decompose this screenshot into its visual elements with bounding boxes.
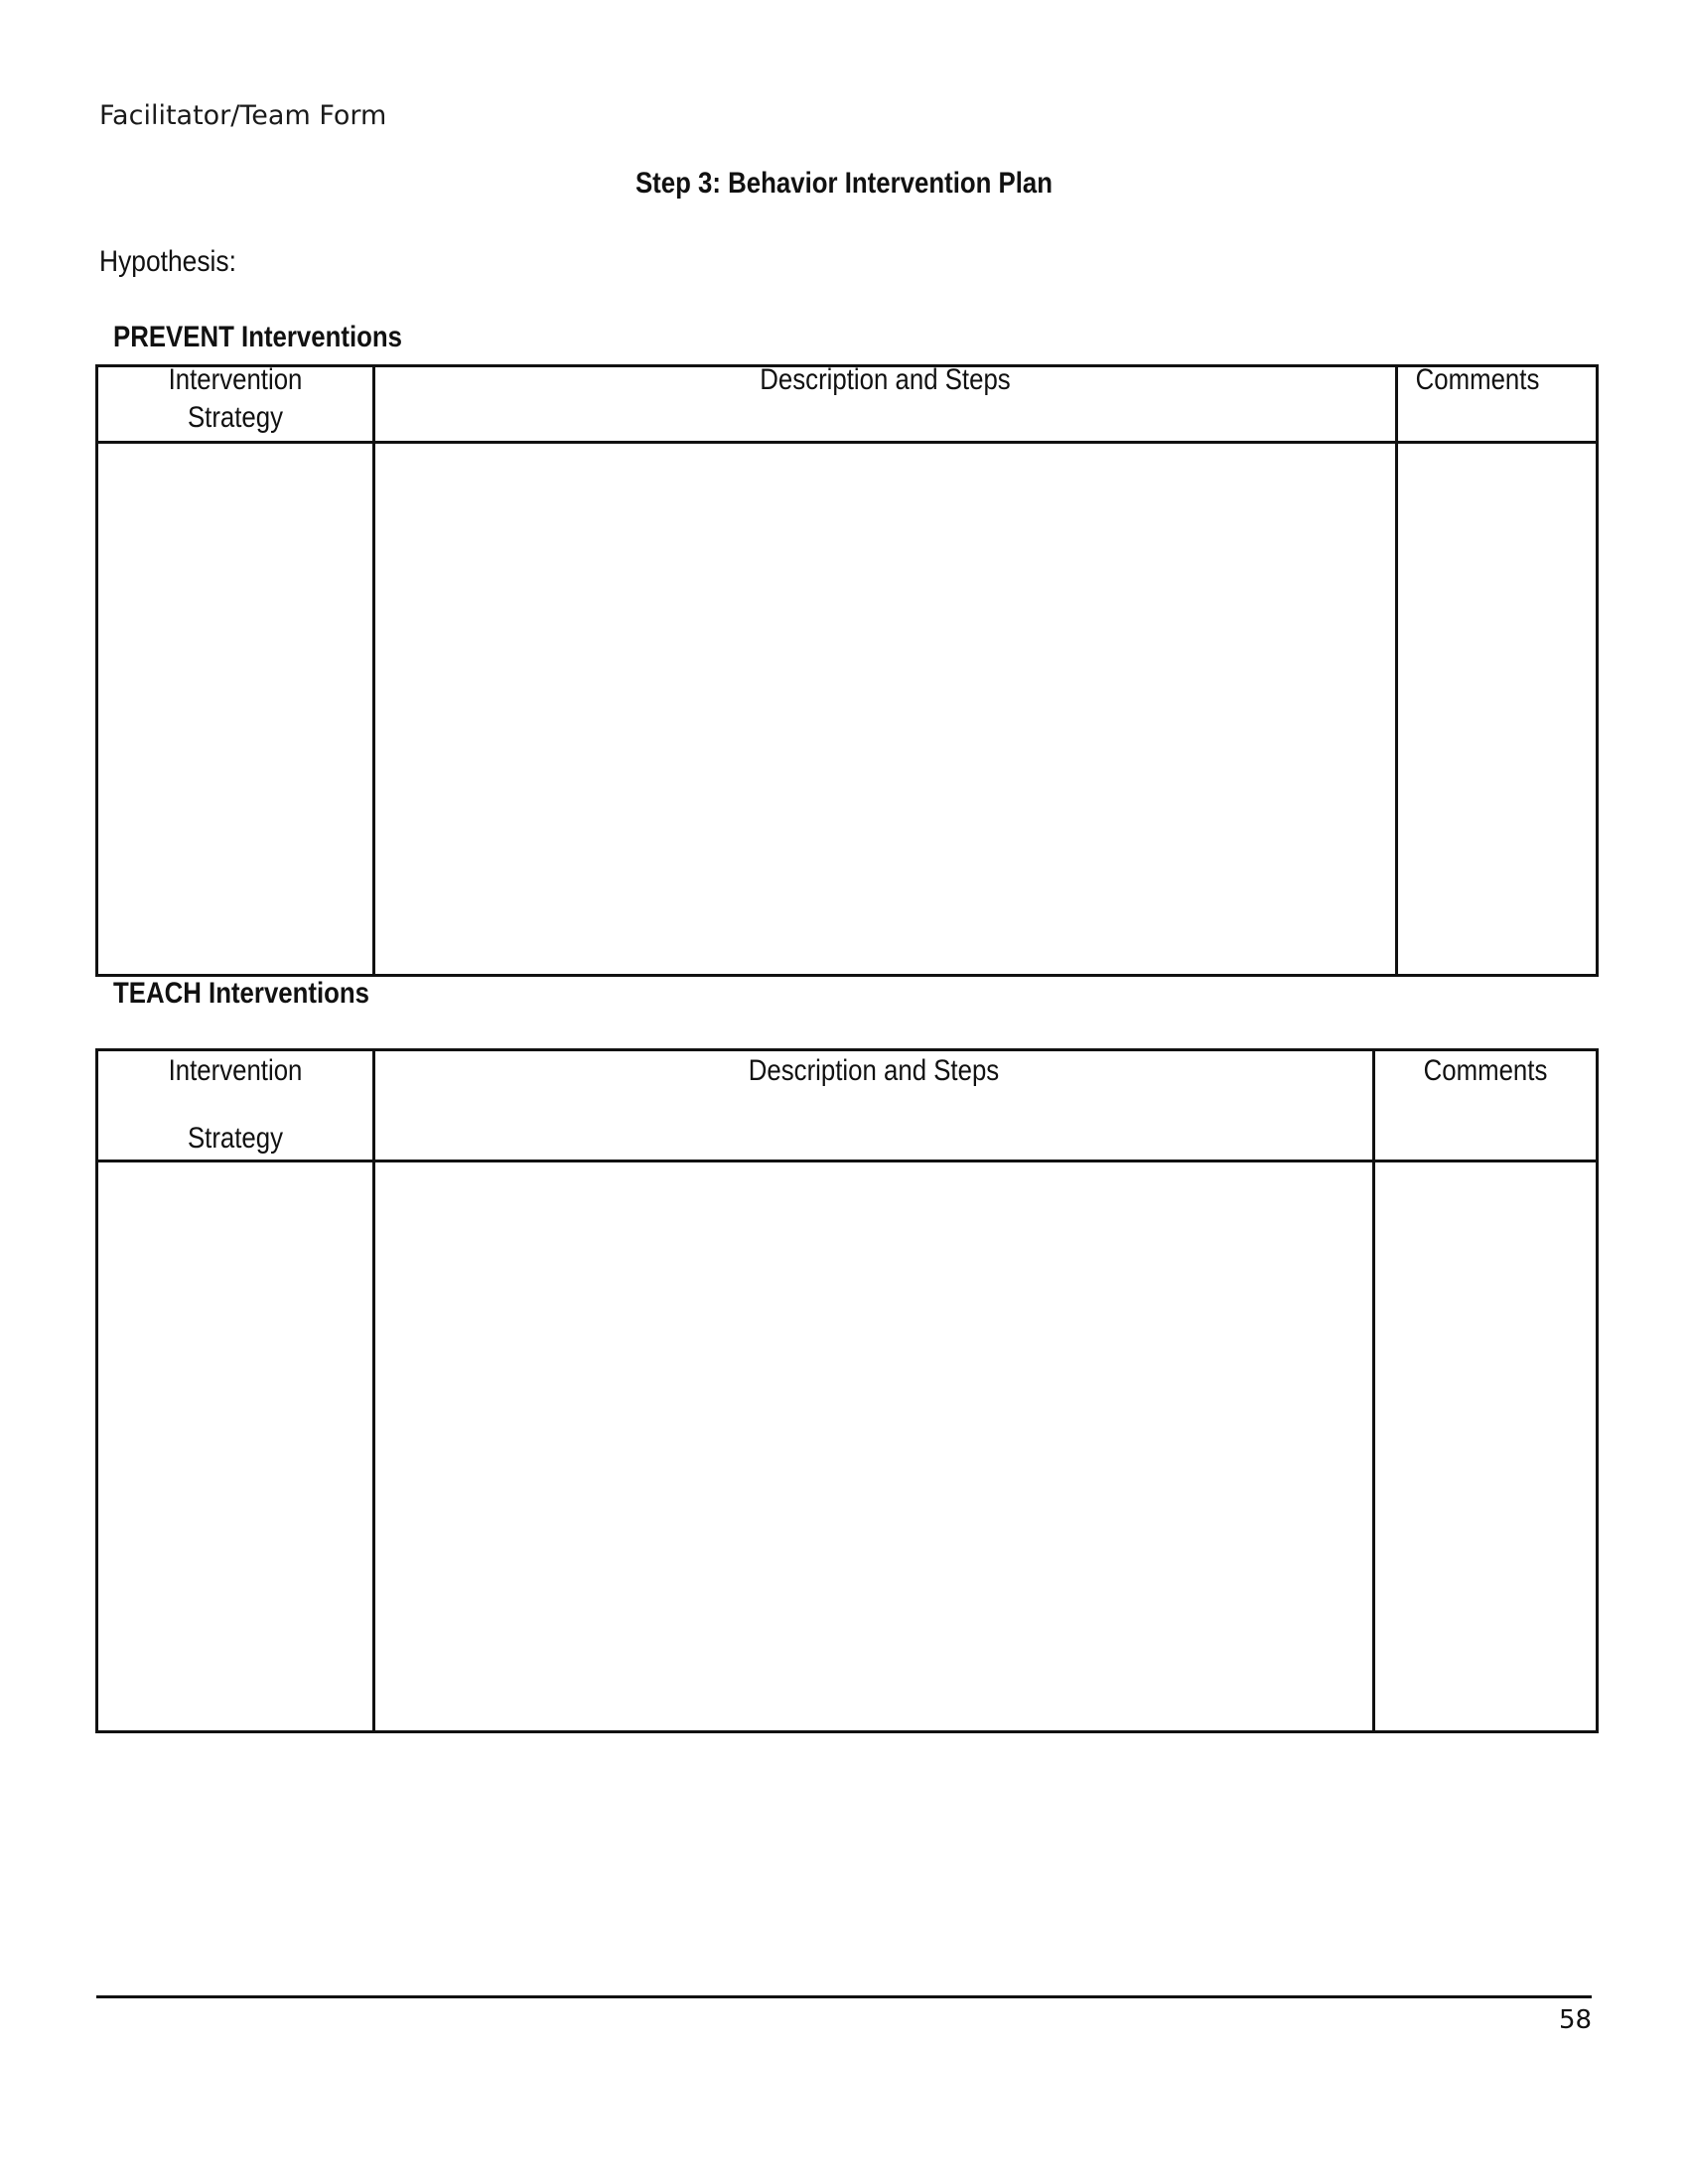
teach-section-title: TEACH Interventions	[113, 977, 370, 1010]
prevent-header-comments: Comments	[1415, 363, 1540, 396]
teach-header-strategy	[117, 1052, 352, 1158]
prevent-description-cell[interactable]	[375, 444, 1395, 974]
prevent-header-description: Description and Steps	[760, 363, 1011, 396]
prevent-section-title: PREVENT Interventions	[113, 321, 403, 353]
footer-rule	[96, 1995, 1592, 1998]
prevent-header-strategy	[117, 361, 352, 437]
prevent-strategy-cell[interactable]	[98, 444, 372, 974]
form-label: Facilitator/Team Form	[99, 100, 387, 131]
prevent-header-strategy-line2: Strategy	[187, 401, 284, 434]
teach-header-strategy-line2: Strategy	[187, 1122, 284, 1155]
teach-strategy-cell[interactable]	[98, 1162, 372, 1730]
teach-header-comments: Comments	[1423, 1054, 1548, 1087]
prevent-header-strategy-line1: Intervention	[168, 363, 303, 396]
teach-comments-cell[interactable]	[1375, 1162, 1596, 1730]
teach-description-cell[interactable]	[375, 1162, 1372, 1730]
page-number: 58	[1559, 2005, 1593, 2035]
hypothesis-label: Hypothesis:	[99, 245, 236, 278]
prevent-comments-cell[interactable]	[1398, 444, 1596, 974]
page-title: Step 3: Behavior Intervention Plan	[634, 167, 1054, 200]
teach-header-description: Description and Steps	[748, 1054, 1000, 1087]
teach-header-strategy-line1: Intervention	[168, 1054, 303, 1087]
